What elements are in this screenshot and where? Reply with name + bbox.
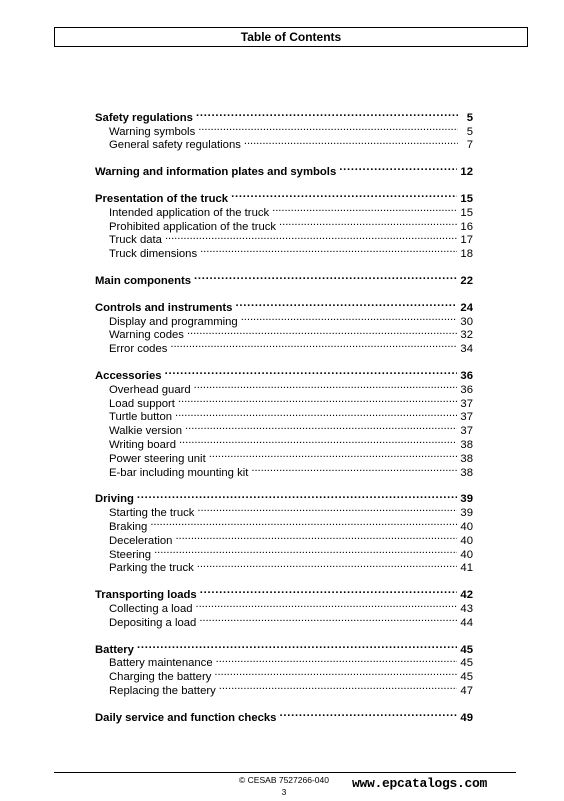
- toc-section-entry[interactable]: [95, 365, 473, 382]
- toc-subentry[interactable]: [95, 653, 473, 670]
- toc-section: [95, 365, 473, 479]
- toc-entry-page: 30: [460, 315, 473, 328]
- dot-leader: [187, 325, 457, 339]
- toc-entry-page: 43: [460, 602, 473, 615]
- toc-entry-page: 12: [460, 166, 473, 179]
- toc-entry-page: 39: [460, 507, 473, 520]
- dot-leader: [196, 107, 458, 121]
- dot-leader: [137, 639, 457, 653]
- table-of-contents: [95, 107, 473, 734]
- toc-entry-title: Daily service and function checks: [95, 711, 277, 724]
- toc-entry-title: Error codes: [109, 343, 168, 356]
- toc-header: [54, 27, 528, 47]
- dot-leader: [150, 516, 457, 530]
- toc-section-entry[interactable]: [95, 707, 473, 724]
- toc-section-entry[interactable]: [95, 639, 473, 656]
- dot-leader: [197, 558, 458, 572]
- dot-leader: [194, 270, 457, 284]
- dot-leader: [197, 502, 457, 516]
- toc-entry-page: 45: [460, 643, 473, 656]
- toc-entry-page: 38: [460, 438, 473, 451]
- toc-entry-page: 37: [460, 397, 473, 410]
- toc-section-entry[interactable]: [95, 107, 473, 124]
- footer-watermark: www.epcatalogs.com: [352, 776, 488, 791]
- toc-subentry[interactable]: [95, 530, 473, 547]
- toc-entry-page: 15: [460, 206, 473, 219]
- toc-entry-title: Safety regulations: [95, 111, 193, 124]
- dot-leader: [235, 297, 457, 311]
- footer-page-number: 3: [281, 787, 287, 797]
- toc-entry-title: Collecting a load: [109, 602, 193, 615]
- toc-entry-title: Prohibited application of the truck: [109, 220, 277, 233]
- dot-leader: [137, 489, 458, 503]
- toc-section: [95, 639, 473, 697]
- toc-entry-title: Walkie version: [109, 425, 183, 438]
- dot-leader: [231, 188, 457, 202]
- toc-entry-title: Warning codes: [109, 329, 184, 342]
- toc-section: [95, 489, 473, 575]
- toc-entry-title: Load support: [109, 397, 175, 410]
- toc-entry-page: 5: [466, 111, 473, 124]
- dot-leader: [179, 434, 457, 448]
- toc-entry-page: 5: [466, 125, 473, 138]
- dot-leader: [165, 365, 458, 379]
- toc-entry-title: Driving: [95, 493, 134, 506]
- toc-entry-page: 47: [460, 684, 473, 697]
- dot-leader: [279, 707, 457, 721]
- toc-entry-title: General safety regulations: [109, 139, 241, 152]
- toc-section-entry[interactable]: [95, 297, 473, 314]
- dot-leader: [194, 379, 458, 393]
- toc-entry-page: 36: [460, 383, 473, 396]
- toc-entry-page: 44: [460, 616, 473, 629]
- footer-divider: [54, 772, 516, 773]
- toc-entry-title: Truck dimensions: [109, 248, 198, 261]
- toc-entry-title: Accessories: [95, 369, 162, 382]
- toc-entry-page: 40: [460, 548, 473, 561]
- toc-section: [95, 297, 473, 356]
- toc-entry-title: Charging the battery: [109, 671, 212, 684]
- dot-leader: [154, 544, 457, 558]
- toc-entry-title: Warning symbols: [109, 125, 196, 138]
- dot-leader: [198, 121, 458, 135]
- dot-leader: [216, 653, 458, 667]
- toc-section: [95, 161, 473, 179]
- dot-leader: [196, 598, 458, 612]
- toc-entry-page: 18: [460, 248, 473, 261]
- toc-section-entry[interactable]: [95, 270, 473, 287]
- toc-entry-title: Braking: [109, 520, 148, 533]
- toc-section: [95, 107, 473, 152]
- toc-entry-title: Presentation of the truck: [95, 192, 229, 205]
- toc-entry-page: 39: [460, 493, 473, 506]
- toc-section-entry[interactable]: [95, 188, 473, 205]
- toc-entry-page: 17: [460, 234, 473, 247]
- toc-entry-title: Transporting loads: [95, 589, 197, 602]
- toc-entry-title: Intended application of the truck: [109, 206, 270, 219]
- toc-entry-page: 34: [460, 343, 473, 356]
- dot-leader: [200, 243, 457, 257]
- toc-entry-title: E-bar including mounting kit: [109, 466, 249, 479]
- toc-section-entry[interactable]: [95, 584, 473, 602]
- toc-section: [95, 270, 473, 287]
- toc-entry-title: Battery maintenance: [109, 657, 213, 670]
- toc-entry-page: 15: [460, 192, 473, 205]
- toc-entry-title: Power steering unit: [109, 452, 206, 465]
- toc-entry-page: 45: [460, 671, 473, 684]
- toc-entry-page: 7: [466, 139, 473, 152]
- toc-section: [95, 188, 473, 261]
- toc-entry-title: Display and programming: [109, 315, 238, 328]
- toc-section-entry[interactable]: [95, 489, 473, 506]
- toc-entry-page: 38: [460, 452, 473, 465]
- toc-entry-title: Parking the truck: [109, 562, 194, 575]
- dot-leader: [178, 393, 457, 407]
- dot-leader: [279, 216, 457, 230]
- toc-entry-page: 37: [460, 425, 473, 438]
- toc-entry-title: Truck data: [109, 234, 162, 247]
- dot-leader: [251, 462, 457, 476]
- dot-leader: [200, 584, 458, 598]
- toc-entry-page: 22: [460, 274, 473, 287]
- toc-entry-title: Replacing the battery: [109, 684, 216, 697]
- toc-entry-title: Depositing a load: [109, 616, 197, 629]
- dot-leader: [185, 420, 457, 434]
- toc-entry-page: 41: [460, 562, 473, 575]
- toc-entry-page: 42: [460, 589, 473, 602]
- dot-leader: [165, 230, 457, 244]
- dot-leader: [339, 161, 457, 175]
- toc-entry-page: 16: [460, 220, 473, 233]
- toc-subentry[interactable]: [95, 516, 473, 533]
- page-title: Table of Contents: [240, 30, 342, 44]
- footer-copyright: © CESAB 7527266-040: [239, 775, 329, 785]
- toc-entry-page: 24: [460, 301, 473, 314]
- dot-leader: [244, 135, 458, 149]
- dot-leader: [175, 530, 457, 544]
- toc-entry-title: Warning and information plates and symbols: [95, 166, 337, 179]
- toc-section-entry[interactable]: [95, 161, 473, 179]
- toc-entry-title: Overhead guard: [109, 383, 191, 396]
- dot-leader: [241, 311, 458, 325]
- toc-entry-page: 40: [460, 534, 473, 547]
- dot-leader: [219, 680, 458, 694]
- toc-entry-title: Main components: [95, 274, 192, 287]
- dot-leader: [209, 448, 458, 462]
- dot-leader: [199, 612, 457, 626]
- toc-section: [95, 707, 473, 724]
- toc-entry-title: Steering: [109, 548, 152, 561]
- toc-entry-title: Controls and instruments: [95, 301, 233, 314]
- dot-leader: [214, 666, 457, 680]
- toc-entry-page: 45: [460, 657, 473, 670]
- toc-entry-page: 36: [460, 369, 473, 382]
- dot-leader: [170, 338, 457, 352]
- toc-section: [95, 584, 473, 629]
- toc-entry-page: 32: [460, 329, 473, 342]
- toc-entry-title: Writing board: [109, 438, 176, 451]
- toc-entry-title: Deceleration: [109, 534, 173, 547]
- toc-entry-title: Starting the truck: [109, 507, 195, 520]
- toc-entry-page: 37: [460, 411, 473, 424]
- toc-entry-page: 49: [460, 711, 473, 724]
- toc-entry-title: Turtle button: [109, 411, 173, 424]
- toc-entry-title: Battery: [95, 643, 134, 656]
- toc-entry-page: 40: [460, 520, 473, 533]
- dot-leader: [175, 407, 457, 421]
- toc-entry-page: 38: [460, 466, 473, 479]
- toc-subentry[interactable]: [95, 502, 473, 520]
- dot-leader: [272, 202, 457, 216]
